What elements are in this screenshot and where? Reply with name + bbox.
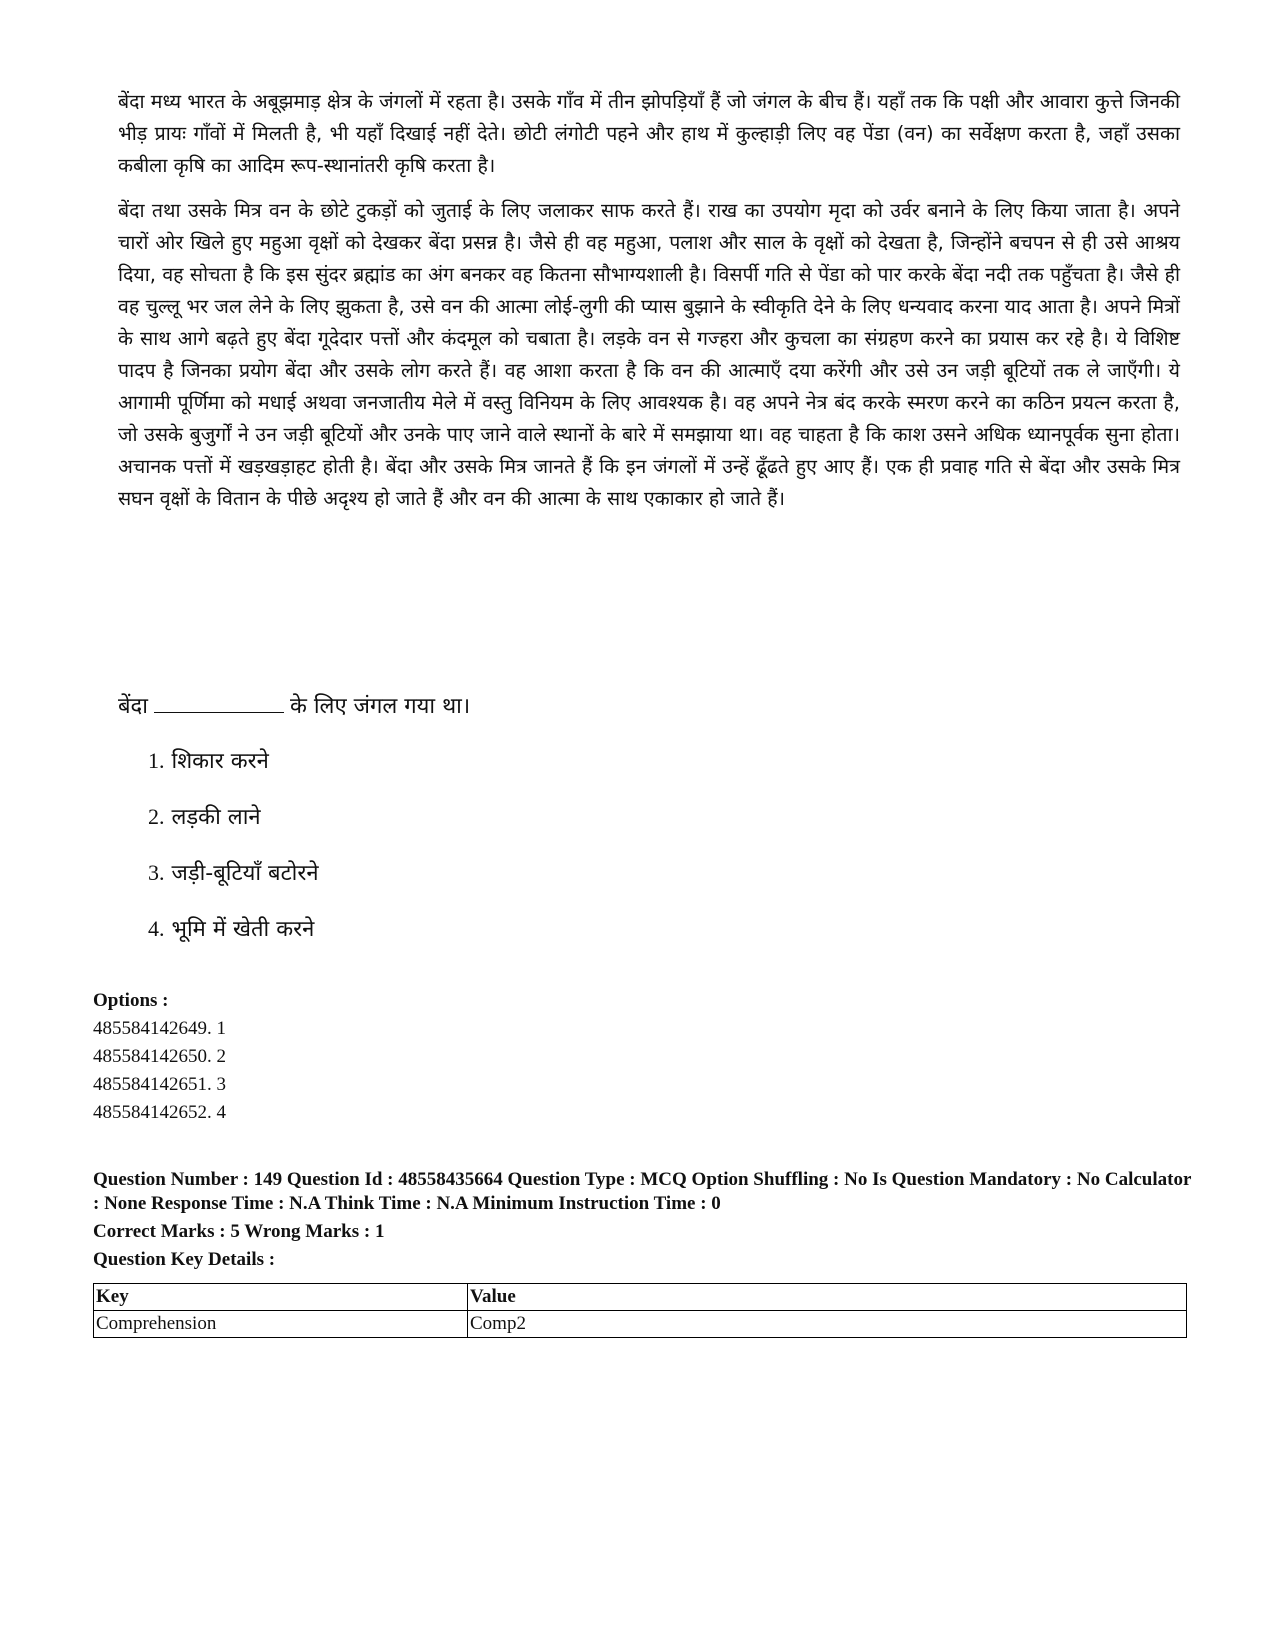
passage xyxy=(118,86,1180,528)
cell-key: Comprehension xyxy=(94,1311,468,1338)
choice-number: 4. xyxy=(148,916,165,941)
question-choice-1 xyxy=(148,745,269,775)
header-key: Key xyxy=(94,1284,468,1311)
marks-line: Correct Marks : 5 Wrong Marks : 1 xyxy=(93,1221,385,1242)
choice-number: 2. xyxy=(148,804,165,829)
table-row xyxy=(94,1311,1187,1338)
passage-paragraph-1: बेंदा मध्य भारत के अबूझमाड़ क्षेत्र के जंगलों में रहता है। उसके गाँव में तीन झोपड़ियाँ हैं जो जंगल के बीच हैं। यहाँ तक कि पक्षी और आवारा कुत्ते जिनकी भीड़ प्रायः गाँवों में मिलती है, भी यहाँ दिखाई नहीं देते। छोटी लंगोटी पहने और हाथ में कुल्हाड़ी लिए वह पेंडा (वन) का सर्वेक्षण करता है, जहाँ उसका कबीला कृषि का आदिम रूप-स्थानांतरी कृषि करता है। xyxy=(118,90,1180,177)
key-details-heading: Question Key Details : xyxy=(93,1249,276,1270)
key-table-header xyxy=(94,1284,1187,1311)
option-id-2: 485584142650. 2 xyxy=(93,1046,226,1067)
cell-value: Comp2 xyxy=(468,1311,1187,1338)
question-choice-4 xyxy=(148,913,314,943)
question-meta: Question Number : 149 Question Id : 48558435664 Question Type : MCQ Option Shuffling : No Is Question Mandatory : No Calculator : None Response Time : N.A Think Time : N.A Minimum Instruction Time : 0 xyxy=(93,1169,1192,1214)
question-after-blank: के लिए जंगल गया था। xyxy=(289,694,471,719)
key-table xyxy=(93,1283,1187,1338)
question-before-blank: बेंदा xyxy=(118,694,148,719)
passage-paragraph-2: बेंदा तथा उसके मित्र वन के छोटे टुकड़ों को जुताई के लिए जलाकर साफ करते हैं। राख का उपयोग मृदा को उर्वर बनाने के लिए किया जाता है। अपने चारों ओर खिले हुए महुआ वृक्षों को देखकर बेंदा प्रसन्न है। जैसे ही वह महुआ, पलाश और साल के वृक्षों को देखता है, जिन्होंने बचपन से ही उसे आश्रय दिया, वह सोचता है कि इस सुंदर ब्रह्मांड का अंग बनकर वह कितना सौभाग्यशाली है। विसर्पी गति से पेंडा को पार करके बेंदा नदी तक पहुँचता है। जैसे ही वह चुल्लू भर जल लेने के लिए झुकता है, उसे वन की आत्मा लोई-लुगी की प्यास बुझाने के स्वीकृति देने के लिए धन्यवाद करना याद आता है। अपने मित्रों के साथ आगे बढ़ते हुए बेंदा गूदेदार पत्तों और कंदमूल को चबाता है। लड़के वन से गज्हरा और कुचला का संग्रहण करने का प्रयास कर रहे है। ये विशिष्ट पादप है जिनका प्रयोग बेंदा और उसके लोग करते हैं। वह आशा करता है कि वन की आत्माएँ दया करेंगी और उसे उन जड़ी बूटियों तक ले जाएँगी। ये आगामी पूर्णिमा को मधाई अथवा जनजातीय मेले में वस्तु विनियम के लिए आवश्यक है। वह अपने नेत्र बंद करके स्मरण करने का कठिन प्रयत्न करता है, जो उसके बुजुर्गों ने उन जड़ी बूटियों और उनके पाए जाने वाले स्थानों के बारे में समझाया था। वह चाहता है कि काश उसने अधिक ध्यानपूर्वक सुना होता। अचानक पत्तों में खड़खड़ाहट होती है। बेंदा और उसके मित्र जानते हैं कि इन जंगलों में उन्हें ढूँढते हुए आए हैं। एक ही प्रवाह गति से बेंदा और उसके मित्र सघन वृक्षों के वितान के पीछे अदृश्य हो जाते हैं और वन की आत्मा के साथ एकाकार हो जाते हैं। xyxy=(118,199,1180,510)
option-id-1: 485584142649. 1 xyxy=(93,1018,226,1039)
choice-text: भूमि में खेती करने xyxy=(171,917,315,942)
choice-text: लड़की लाने xyxy=(171,805,261,830)
question-choice-3 xyxy=(148,857,319,887)
choice-number: 3. xyxy=(148,860,165,885)
option-id-4: 485584142652. 4 xyxy=(93,1102,226,1123)
option-id-3: 485584142651. 3 xyxy=(93,1074,226,1095)
question-blank xyxy=(154,692,284,713)
choice-text: जड़ी-बूटियाँ बटोरने xyxy=(171,861,319,886)
options-heading: Options : xyxy=(93,990,169,1011)
choice-number: 1. xyxy=(148,748,165,773)
question-choice-2 xyxy=(148,801,261,831)
header-value: Value xyxy=(468,1284,1187,1311)
choice-text: शिकार करने xyxy=(171,749,269,774)
question-stem xyxy=(118,690,470,720)
